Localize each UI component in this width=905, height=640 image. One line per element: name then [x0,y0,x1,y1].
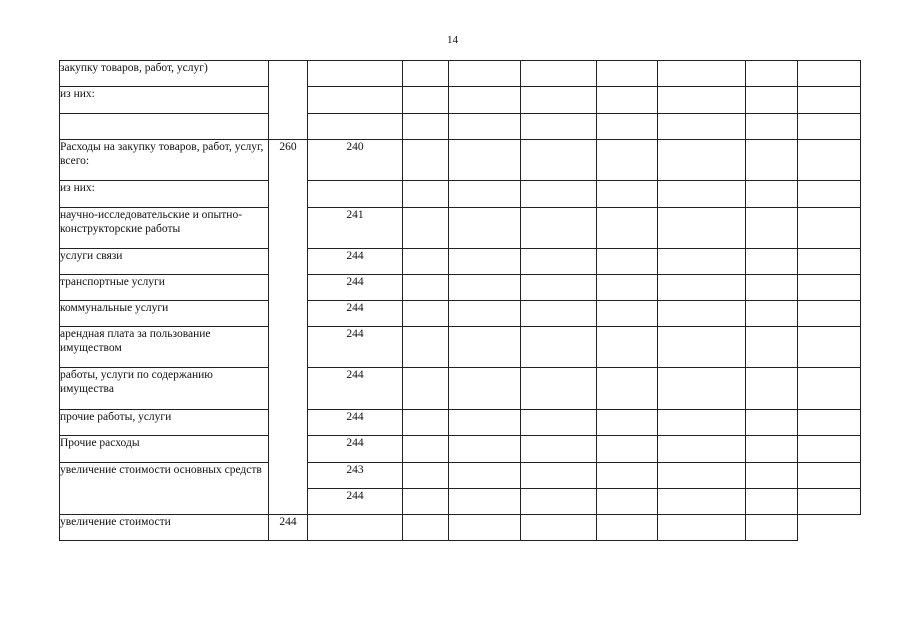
kbk-cell: 241 [308,208,403,249]
value-cell [798,249,861,275]
value-cell [658,249,746,275]
value-cell [658,140,746,181]
value-cell [597,327,658,368]
kbk-cell [308,87,403,114]
code-cell [269,61,308,140]
row-name: коммунальные услуги [60,301,269,327]
value-cell [746,61,798,87]
value-cell [658,114,746,140]
value-cell [597,181,658,208]
value-cell [597,368,658,410]
row-name: Расходы на закупку товаров, работ, услуг, всего: [60,140,269,181]
value-cell [449,114,521,140]
kbk-cell: 240 [308,140,403,181]
value-cell [746,463,798,489]
value-cell [449,208,521,249]
value-cell [521,87,597,114]
value-cell [521,327,597,368]
value-cell [798,436,861,463]
value-cell [403,249,449,275]
value-cell [798,301,861,327]
value-cell [746,114,798,140]
kbk-cell: 244 [308,301,403,327]
value-cell [746,301,798,327]
value-cell [403,301,449,327]
kbk-cell: 244 [308,489,403,515]
value-cell [798,140,861,181]
value-cell [597,515,658,541]
value-cell [798,410,861,436]
value-cell [746,208,798,249]
value-cell [521,275,597,301]
kbk-cell [308,114,403,140]
value-cell [798,87,861,114]
value-cell [658,208,746,249]
kbk-cell: 244 [308,368,403,410]
table-row [60,140,861,181]
value-cell [449,436,521,463]
value-cell [403,208,449,249]
value-cell [521,515,597,541]
value-cell [403,181,449,208]
value-cell [798,181,861,208]
value-cell [521,208,597,249]
row-name: закупку товаров, работ, услуг) [60,61,269,87]
value-cell [597,208,658,249]
value-cell [597,301,658,327]
table-row [60,275,861,301]
value-cell [403,410,449,436]
value-cell [521,61,597,87]
value-cell [449,515,521,541]
value-cell [308,515,403,541]
value-cell [597,410,658,436]
value-cell [746,181,798,208]
value-cell [403,87,449,114]
table-row [60,368,861,410]
value-cell [403,327,449,368]
value-cell [403,275,449,301]
page-number: 14 [447,34,458,46]
row-name: работы, услуги по содержанию имущества [60,368,269,410]
row-name: из них: [60,87,269,114]
value-cell [746,327,798,368]
value-cell [798,489,861,515]
value-cell [798,368,861,410]
table-row [60,301,861,327]
value-cell [521,436,597,463]
value-cell [403,114,449,140]
kbk-cell: 244 [308,249,403,275]
value-cell [597,463,658,489]
value-cell [798,275,861,301]
value-cell [798,327,861,368]
financial-plan-table [59,60,861,541]
value-cell [658,61,746,87]
kbk-cell: 244 [308,410,403,436]
value-cell [403,140,449,181]
value-cell [658,327,746,368]
value-cell [449,181,521,208]
table-row [60,87,861,114]
value-cell [521,140,597,181]
value-cell [746,436,798,463]
value-cell [597,436,658,463]
value-cell [521,410,597,436]
value-cell [658,275,746,301]
kbk-cell [308,61,403,87]
table-row [60,327,861,368]
value-cell [449,140,521,181]
value-cell [521,463,597,489]
value-cell [798,208,861,249]
row-name: увеличение стоимости основных средств [60,463,269,515]
value-cell [597,87,658,114]
code-cell: 260 [269,140,308,515]
table-row [60,181,861,208]
value-cell [658,410,746,436]
value-cell [403,489,449,515]
value-cell [403,463,449,489]
value-cell [658,489,746,515]
value-cell [449,249,521,275]
value-cell [658,463,746,489]
kbk-cell: 244 [308,275,403,301]
value-cell [521,249,597,275]
value-cell [658,301,746,327]
value-cell [597,275,658,301]
table-row [60,61,861,87]
table-row [60,114,861,140]
value-cell [449,87,521,114]
row-name: Прочие расходы [60,436,269,463]
row-name [60,114,269,140]
value-cell [746,368,798,410]
value-cell [449,463,521,489]
value-cell [449,301,521,327]
value-cell [746,87,798,114]
value-cell [449,327,521,368]
value-cell [449,275,521,301]
table-row [60,515,861,541]
kbk-cell: 244 [269,515,308,541]
value-cell [746,140,798,181]
value-cell [521,114,597,140]
value-cell [798,61,861,87]
value-cell [746,275,798,301]
row-name: арендная плата за пользование имуществом [60,327,269,368]
kbk-cell: 243 [308,463,403,489]
value-cell [798,463,861,489]
value-cell [449,368,521,410]
value-cell [658,368,746,410]
value-cell [597,249,658,275]
value-cell [521,181,597,208]
value-cell [521,489,597,515]
table-row [60,463,861,489]
row-name: прочие работы, услуги [60,410,269,436]
value-cell [449,61,521,87]
value-cell [658,181,746,208]
value-cell [403,436,449,463]
table-row [60,208,861,249]
value-cell [746,249,798,275]
row-name: из них: [60,181,269,208]
row-name: услуги связи [60,249,269,275]
value-cell [658,436,746,463]
table-row [60,249,861,275]
row-name: научно-исследовательские и опытно-конструкторские работы [60,208,269,249]
value-cell [597,114,658,140]
value-cell [798,114,861,140]
value-cell [597,140,658,181]
value-cell [658,87,746,114]
kbk-cell: 244 [308,327,403,368]
value-cell [597,489,658,515]
value-cell [403,368,449,410]
kbk-cell [308,181,403,208]
value-cell [449,410,521,436]
value-cell [521,368,597,410]
row-name: увеличение стоимости [60,515,269,541]
table-row [60,410,861,436]
kbk-cell: 244 [308,436,403,463]
value-cell [746,410,798,436]
value-cell [658,515,746,541]
value-cell [449,489,521,515]
value-cell [521,301,597,327]
value-cell [746,515,798,541]
value-cell [597,61,658,87]
value-cell [403,61,449,87]
value-cell [746,489,798,515]
table-row [60,436,861,463]
value-cell [403,515,449,541]
row-name: транспортные услуги [60,275,269,301]
